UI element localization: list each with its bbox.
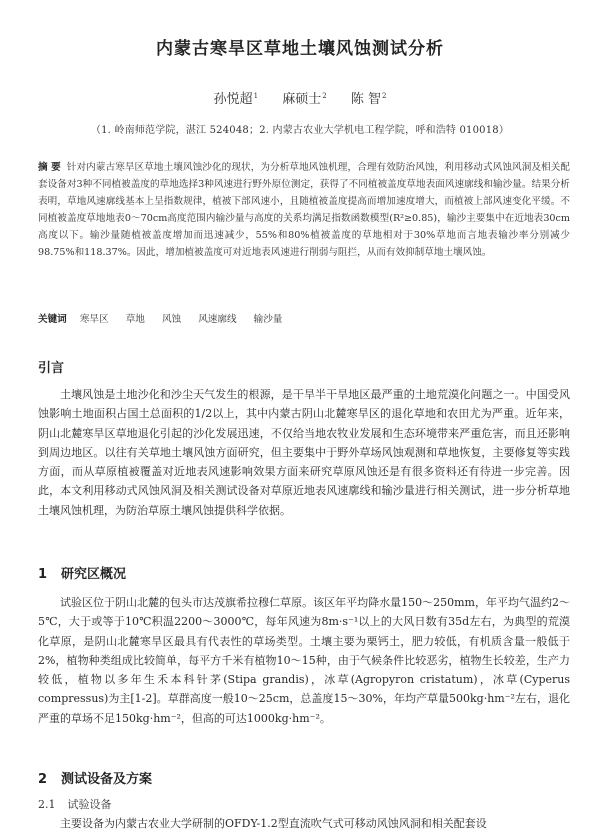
abstract (38, 159, 570, 261)
keyword: 寒旱区 (79, 314, 109, 325)
subsection-heading: 2.1 试验设备 (38, 798, 112, 811)
paper-title: 内蒙古寒旱区草地土壤风蚀测试分析 (156, 39, 444, 59)
keyword: 风速廓线 (198, 314, 237, 325)
abstract-label: 摘 要 (38, 162, 61, 173)
author: 陈 智$^2$ (350, 91, 387, 107)
section-heading-introduction: 引言 (38, 361, 65, 376)
author-list (0, 88, 600, 107)
keywords (38, 311, 570, 325)
section-paragraph: 土壤风蚀是土地沙化和沙尘天气发生的根源，是干旱半干旱地区最严重的土地荒漠化问题之一。中国受风蚀影响土地面积占国土总面积的1/2以上，其中内蒙古阴山北麓寒旱区的退化草地和农田尤为严重。近年来，阴山北麓寒旱区草地退化引起的沙化发展迅速，不仅给当地农牧业发展和生态环境带来严重危害，而且还影响到周边地区。以往有关草地土壤风蚀方面研究，但主要集中于野外草场风蚀观测和草地恢复，主要修复等实践方面，而从草原植被覆盖对近地表风速影响效果方面来研究草原风蚀还是有很多资料还有待进一步完善。因此，本文利用移动式风蚀风洞及相关测试设备对草原近地表风速廓线和输沙量进行相关测试，进一步分析草地土壤风蚀机理，为防治草原土壤风蚀提供科学依据。 (38, 388, 570, 517)
keyword: 输沙量 (253, 314, 283, 325)
section-heading-equipment: 2 测试设备及方案 (38, 772, 153, 787)
affiliation: （1. 岭南师范学院，湛江 524048；2. 内蒙古农业大学机电工程学院，呼和浩特 010018） (90, 125, 510, 136)
author: 麻硕士$^2$ (282, 91, 327, 107)
keyword: 草地 (125, 314, 145, 325)
section-paragraph: 主要设备为内蒙古农业大学研制的OFDY-1.2型直流吹气式可移动风蚀风洞和相关配套设 (60, 817, 487, 830)
section-heading-study-area: 1 研究区概况 (38, 567, 127, 582)
author: 孙悦超$^1$ (213, 91, 259, 107)
section-paragraph: 试验区位于阴山北麓的包头市达茂旗希拉穆仁草原。该区年平均降水量150～250mm，年平均气温约2～5℃，大于或等于10℃积温2200～3000℃，每年风速为8m·s⁻¹以上的大风日数有35d左右，为典型的荒漠化草原，是阴山北麓寒旱区最具有代表性的草场类型。土壤主要为栗钙土，肥力较低，有机质含量一般低于2%，植物种类组成比较简单，每平方千米有植物10～15种，由于气候条件比较恶劣，植物生长较差，生产力较低，植物以多年生禾本科针茅(Stipa grandis)，冰草(Agropyron cristatum)，冰草(Cyperus compressus)为主[1-2]。草群高度一般10～25cm，总盖度15～30%，年均产草量500kg·hm⁻²左右，退化严重的草场不足150kg·hm⁻²，但高的可达1000kg·hm⁻²。 (38, 596, 570, 725)
keywords-label: 关键词 (38, 314, 67, 325)
keyword: 风蚀 (161, 314, 182, 325)
abstract-text: 针对内蒙古寒旱区草地土壤风蚀沙化的现状，为分析草地风蚀机理，合理有效防治风蚀，利用移动式风蚀风洞及相关配套设备对3种不同植被盖度的草地选择3种风速进行野外原位测定，获得了不同植被盖度草地表面风速廓线和输沙量。结果分析表明，草地风速廓线基本上呈指数规律，植被下部风速小，且随植被盖度提高而增加速度增大，而植被上部风速变化平缓。不同植被盖度草地地表0～70cm高度范围内输沙量与高度的关系均满足指数函数模型(R²≥0.85)，输沙主要集中在近地表30cm高度以下。输沙量随植被盖度增加而迅速减少，55%和80%植被盖度的草地相对于30%草地而言地表输沙率分别减少98.75%和118.37%。因此，增加植被盖度可对近地表风速进行削弱与阻拦，从而有效抑制草地土壤风蚀。 (38, 162, 571, 258)
